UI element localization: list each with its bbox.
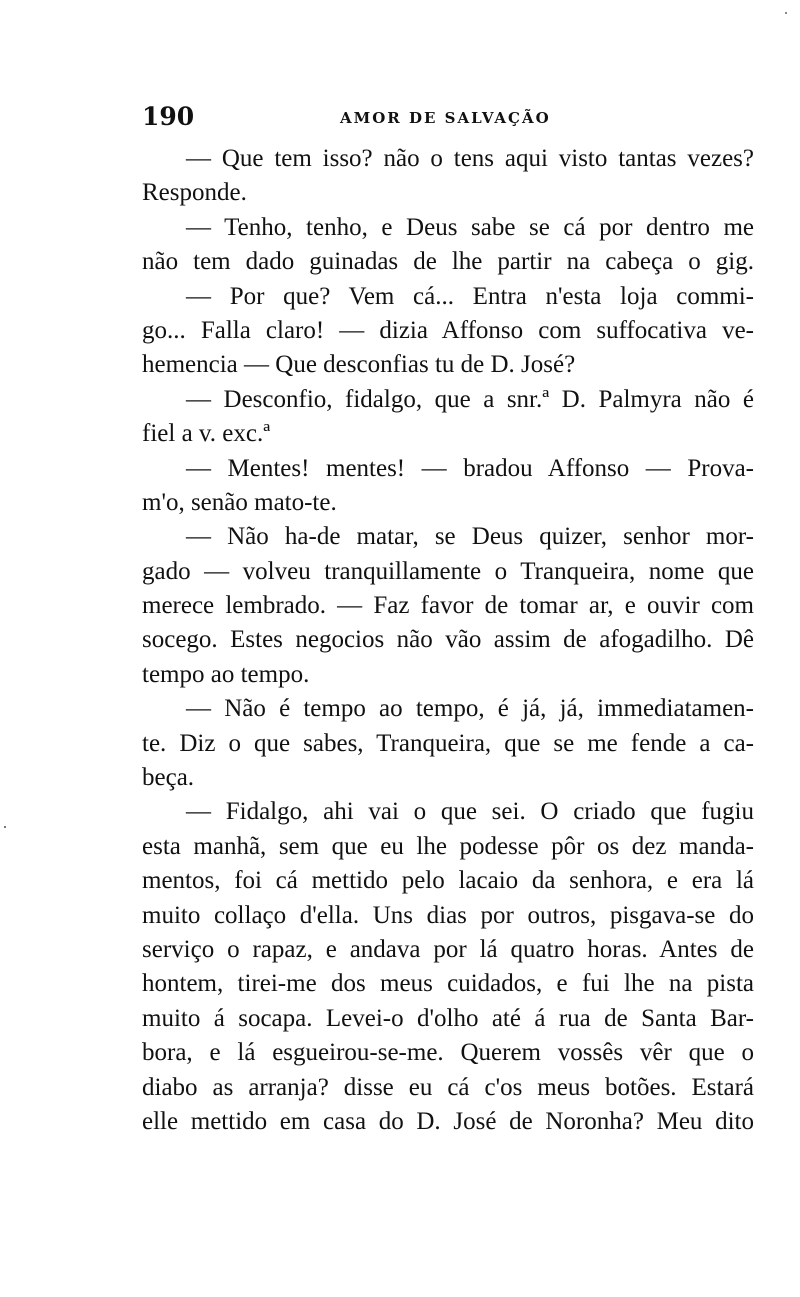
running-title: AMOR DE SALVAÇÃO [340,109,551,127]
text-line: — Mentes! mentes! — bradou Affonso — Prova- [186,454,754,482]
text-line: — Não é tempo ao tempo, é já, já, immediatamen- [186,695,754,723]
text-line: hontem, tirei-me dos meus cuidados, e fui lhe na pista [142,970,754,998]
text-line: diabo as arranja? disse eu cá c'os meus botões. Estará [142,1073,754,1101]
text-line: esta manhã, sem que eu lhe podesse pôr os dez manda- [142,832,754,860]
page-header [142,102,754,138]
text-line: — Fidalgo, ahi vai o que sei. O criado que fugiu [186,798,754,826]
text-line: go... Falla claro! — dizia Affonso com suffocativa ve- [142,316,754,344]
scan-speck [785,12,787,14]
text-line: — Desconfio, fidalgo, que a snr.ª D. Palmyra não é [186,385,754,413]
text-line: elle mettido em casa do D. José de Noronha? Meu dito [142,1107,754,1135]
text-line: hemencia — Que desconfias tu de D. José? [142,351,576,379]
text-line: fiel a v. exc.ª [142,420,271,448]
text-line: merece lembrado. — Faz favor de tomar ar, e ouvir com [142,592,754,620]
text-line: — Tenho, tenho, e Deus sabe se cá por dentro me [186,213,754,241]
text-line: tempo ao tempo. [142,660,310,688]
text-line: muito á socapa. Levei-o d'olho até á rua de Santa Bar- [142,1004,754,1032]
text-line: — Não ha-de matar, se Deus quizer, senhor mor- [186,523,754,551]
text-line: Responde. [142,179,247,207]
text-line: m'o, senão mato-te. [142,488,337,516]
book-page [142,102,754,1139]
text-line: — Que tem isso? não o tens aqui visto tantas vezes? [186,145,754,172]
page-number: 190 [142,102,195,131]
text-line: — Por que? Vem cá... Entra n'esta loja commi- [186,282,754,310]
text-line: socego. Estes negocios não vão assim de afogadilho. Dê [142,626,754,654]
text-line: mentos, foi cá mettido pelo lacaio da senhora, e era lá [142,867,754,895]
text-line: muito collaço d'ella. Uns dias por outros, pisgava-se do [142,901,754,929]
text-line: bora, e lá esgueirou-se-me. Querem vossês vêr que o [142,1039,754,1067]
text-line: beça. [142,764,195,792]
text-line: não tem dado guinadas de lhe partir na cabeça o gig. [142,248,754,276]
body-text [142,142,754,1139]
scan-speck [4,826,6,828]
text-line: serviço o rapaz, e andava por lá quatro horas. Antes de [142,935,754,963]
text-line: gado — volveu tranquillamente o Tranqueira, nome que [142,557,754,585]
text-line: te. Diz o que sabes, Tranqueira, que se me fende a ca- [142,729,754,757]
